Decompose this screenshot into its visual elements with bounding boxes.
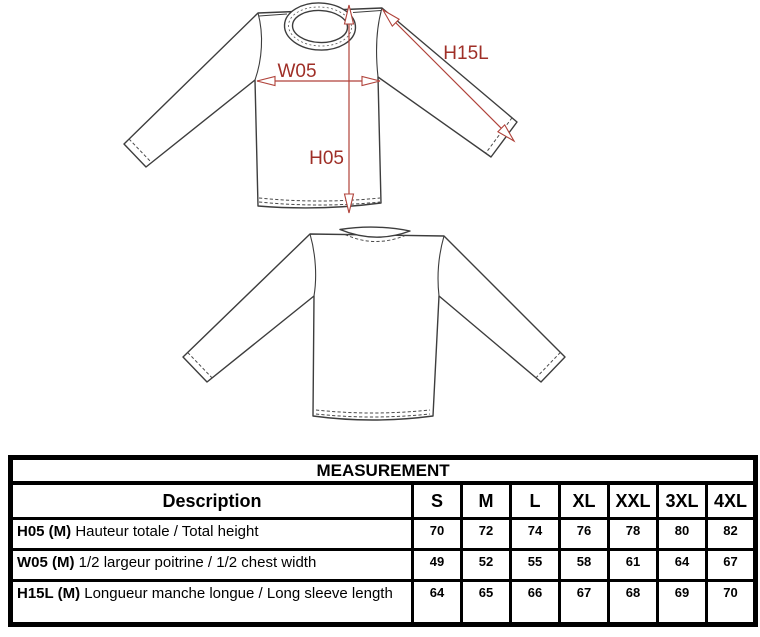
value-cell: 64 [658, 550, 707, 581]
value-cell: 65 [462, 581, 511, 625]
value-cell: 52 [462, 550, 511, 581]
measurement-table [8, 455, 758, 627]
measurement-row [11, 581, 756, 625]
measurement-row [11, 550, 756, 581]
description-cell [11, 581, 413, 625]
measure-code: H15L (M) [17, 585, 85, 602]
w05-label: W05 [277, 61, 317, 82]
measurement-row [11, 519, 756, 550]
value-cell: 76 [560, 519, 609, 550]
value-cell: 49 [413, 550, 462, 581]
size-header-4xl: 4XL [707, 483, 756, 519]
value-cell: 82 [707, 519, 756, 550]
size-header-s: S [413, 483, 462, 519]
value-cell: 68 [609, 581, 658, 625]
value-cell: 80 [658, 519, 707, 550]
measure-description: Longueur manche longue / Long sleeve length [84, 585, 393, 602]
value-cell: 55 [511, 550, 560, 581]
size-header-xl: XL [560, 483, 609, 519]
h05-label: H05 [309, 148, 344, 169]
size-header-3xl: 3XL [658, 483, 707, 519]
table-title-row [11, 458, 756, 484]
measure-description: 1/2 largeur poitrine / 1/2 chest width [78, 554, 317, 571]
value-cell: 58 [560, 550, 609, 581]
value-cell: 61 [609, 550, 658, 581]
back-shirt-outline [183, 234, 565, 420]
front-view-drawing [124, 1, 517, 213]
table-title: MEASUREMENT [11, 458, 756, 484]
description-cell [11, 550, 413, 581]
h15l-label: H15L [443, 43, 489, 64]
measure-code: W05 (M) [17, 554, 79, 571]
value-cell: 67 [560, 581, 609, 625]
value-cell: 67 [707, 550, 756, 581]
description-cell [11, 519, 413, 550]
size-header-l: L [511, 483, 560, 519]
table-header-row [11, 483, 756, 519]
value-cell: 66 [511, 581, 560, 625]
value-cell: 72 [462, 519, 511, 550]
value-cell: 69 [658, 581, 707, 625]
measure-description: Hauteur totale / Total height [75, 523, 259, 540]
description-header: Description [11, 483, 413, 519]
measure-code: H05 (M) [17, 523, 76, 540]
value-cell: 70 [413, 519, 462, 550]
size-header-m: M [462, 483, 511, 519]
value-cell: 64 [413, 581, 462, 625]
value-cell: 74 [511, 519, 560, 550]
value-cell: 70 [707, 581, 756, 625]
back-view-drawing [183, 227, 565, 420]
value-cell: 78 [609, 519, 658, 550]
size-header-xxl: XXL [609, 483, 658, 519]
